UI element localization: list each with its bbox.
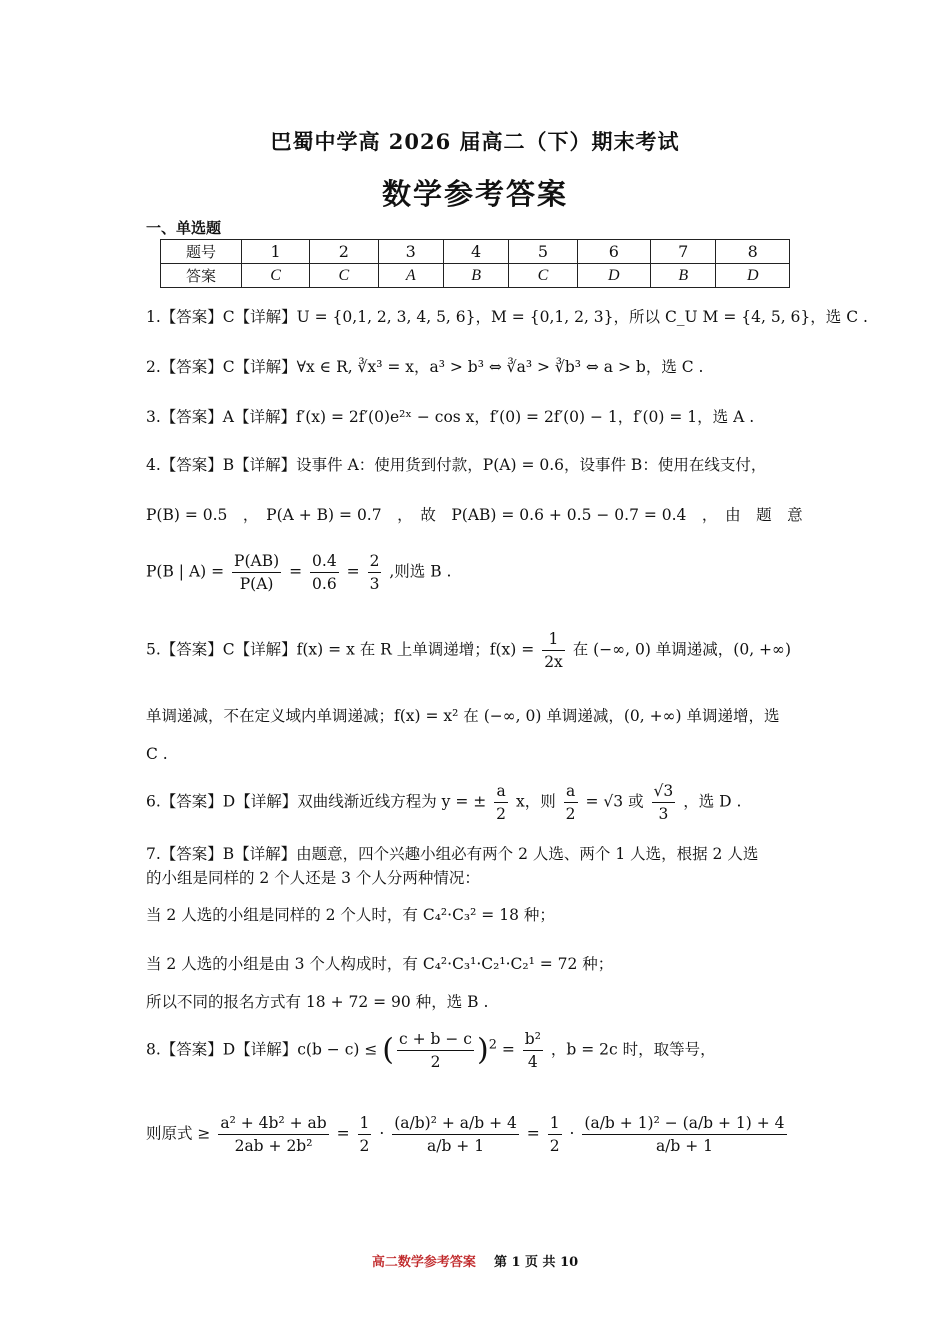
table-cell: 1 — [242, 240, 310, 264]
numerator: a — [494, 780, 508, 803]
solution-4-line1: 4.【答案】B【详解】设事件 A：使用货到付款，P(A) = 0.6，设事件 B：使用在线支付， — [146, 456, 767, 474]
denominator: 2ab + 2b² — [234, 1137, 313, 1155]
equals-sign: = — [336, 1124, 350, 1143]
numerator: 1 — [542, 628, 565, 651]
solution-5-line2: 单调递减，不在定义域内单调递减；f(x) = x² 在 (−∞, 0) 单调递减，(0, +∞) 单调递增，选 — [146, 707, 780, 725]
formula-text: ，b = 2c 时，取等号， — [550, 1040, 716, 1059]
equals-sign: = — [501, 1040, 515, 1059]
exam-title: 巴蜀中学高 2026 届高二（下）期末考试 — [270, 129, 680, 154]
exponent: 2 — [488, 1037, 497, 1053]
formula-text: 5.【答案】C【详解】f(x) = x 在 R 上单调递增；f(x) = — [146, 640, 535, 659]
table-cell: 3 — [378, 240, 443, 264]
doc-subtitle: 数学参考答案 — [381, 177, 568, 211]
numerator: a — [564, 780, 578, 803]
solution-5-line3: C . — [146, 745, 168, 763]
denominator: 2 — [565, 805, 576, 823]
solution-7-line4: 当 2 人选的小组是由 3 个人构成时，有 C₄²·C₃¹·C₂¹·C₂¹ = 72 种； — [146, 955, 614, 973]
table-cell: A — [378, 264, 443, 288]
page-footer — [0, 1251, 950, 1270]
denominator: 2 — [549, 1137, 560, 1155]
table-cell: B — [443, 264, 508, 288]
table-cell: 2 — [310, 240, 378, 264]
left-paren: ( — [382, 1032, 395, 1068]
numerator: 1 — [548, 1112, 562, 1135]
numerator: 1 — [358, 1112, 372, 1135]
table-cell: 4 — [443, 240, 508, 264]
table-cell: D — [716, 264, 790, 288]
fraction — [368, 550, 382, 595]
solution-4-line2: P(B) = 0.5 ， P(A + B) = 0.7 ， 故 P(AB) = 0.6 + 0.5 − 0.7 = 0.4 ， 由 题 意 — [146, 506, 803, 524]
equals-sign: = — [289, 562, 303, 581]
solution-7-line1: 7.【答案】B【详解】由题意，四个兴趣小组必有两个 2 人选、两个 1 人选，根据 2 人选 — [146, 845, 759, 863]
denominator: 3 — [658, 805, 669, 823]
numerator: 0.4 — [310, 550, 339, 573]
denominator: 2 — [359, 1137, 370, 1155]
table-cell: 6 — [577, 240, 650, 264]
solution-4-line3 — [146, 550, 451, 595]
fraction — [397, 1028, 474, 1073]
table-row — [161, 240, 790, 264]
solution-8-line1 — [146, 1028, 716, 1073]
fraction — [358, 1112, 372, 1157]
right-paren: ) — [476, 1032, 489, 1068]
dot: · — [569, 1124, 575, 1143]
formula-text: 则原式 ≥ — [146, 1124, 211, 1143]
answer-table — [160, 239, 790, 288]
numerator: c + b − c — [397, 1028, 474, 1051]
numerator: (a/b)² + a/b + 4 — [392, 1112, 519, 1135]
numerator: a² + 4b² + ab — [218, 1112, 328, 1135]
numerator: P(AB) — [232, 550, 281, 573]
section-heading: 一、单选题 — [146, 219, 222, 237]
solution-8-line2 — [146, 1112, 790, 1157]
formula-text: 6.【答案】D【详解】双曲线渐近线方程为 y = ± — [146, 792, 487, 811]
numerator: 2 — [368, 550, 382, 573]
fraction — [392, 1112, 519, 1157]
solution-2: 2.【答案】C【详解】∀x ∈ R, ∛x³ = x，a³ > b³ ⇔ ∛a³ > ∛b³ ⇔ a > b，选 C . — [146, 358, 704, 376]
denominator: 2 — [430, 1053, 441, 1071]
denominator: P(A) — [239, 575, 274, 593]
row-label: 答案 — [161, 264, 242, 288]
fraction — [542, 628, 565, 673]
solution-7-line3: 当 2 人选的小组是同样的 2 个人时，有 C₄²·C₃² = 18 种； — [146, 906, 555, 924]
table-cell: B — [651, 264, 716, 288]
denominator: 2 — [496, 805, 507, 823]
footer-doc-name: 高二数学参考答案 — [371, 1255, 476, 1270]
denominator: 0.6 — [312, 575, 337, 593]
table-cell: D — [577, 264, 650, 288]
fraction — [548, 1112, 562, 1157]
row-label: 题号 — [161, 240, 242, 264]
formula-text: 8.【答案】D【详解】c(b − c) ≤ — [146, 1040, 378, 1059]
formula-text: 在 (−∞, 0) 单调递减，(0, +∞) — [572, 640, 792, 659]
equals-sign: = — [526, 1124, 540, 1143]
denominator: a/b + 1 — [655, 1137, 714, 1155]
table-row — [161, 264, 790, 288]
fraction — [523, 1028, 543, 1073]
fraction — [232, 550, 281, 595]
table-cell: 8 — [716, 240, 790, 264]
dot: · — [379, 1124, 385, 1143]
formula-text: ,则选 B . — [389, 562, 452, 581]
denominator: 4 — [527, 1053, 538, 1071]
solution-7-line5: 所以不同的报名方式有 18 + 72 = 90 种，选 B . — [146, 993, 489, 1011]
solution-5-line1 — [146, 628, 791, 673]
fraction — [494, 780, 508, 825]
formula-text: x，则 — [515, 792, 556, 811]
fraction — [582, 1112, 786, 1157]
fraction — [652, 780, 676, 825]
solution-6 — [146, 780, 741, 825]
solution-1: 1.【答案】C【详解】U = {0,1, 2, 3, 4, 5, 6}，M = {0,1, 2, 3}，所以 C_U M = {4, 5, 6}，选 C . — [146, 308, 868, 326]
fraction — [310, 550, 339, 595]
denominator: a/b + 1 — [427, 1137, 485, 1155]
equals-sign: = — [346, 562, 360, 581]
denominator: 3 — [369, 575, 380, 593]
formula-text: ，选 D . — [683, 792, 742, 811]
table-cell: 7 — [651, 240, 716, 264]
fraction — [218, 1112, 328, 1157]
denominator: 2x — [544, 653, 563, 671]
numerator: √3 — [652, 780, 676, 803]
solution-3: 3.【答案】A【详解】f′(x) = 2f′(0)e²ˣ − cos x，f′(0) = 2f′(0) − 1，f′(0) = 1，选 A . — [146, 408, 755, 426]
formula-text: P(B | A) = — [146, 562, 225, 581]
table-cell: C — [242, 264, 310, 288]
formula-text: = √3 或 — [585, 792, 644, 811]
table-cell: C — [509, 264, 577, 288]
solution-7-line2: 的小组是同样的 2 个人还是 3 个人分两种情况： — [146, 869, 480, 887]
numerator: b² — [523, 1028, 543, 1051]
table-cell: 5 — [509, 240, 577, 264]
table-cell: C — [310, 264, 378, 288]
page-number: 第 1 页 共 10 — [493, 1255, 579, 1270]
fraction — [564, 780, 578, 825]
numerator: (a/b + 1)² − (a/b + 1) + 4 — [582, 1112, 786, 1135]
